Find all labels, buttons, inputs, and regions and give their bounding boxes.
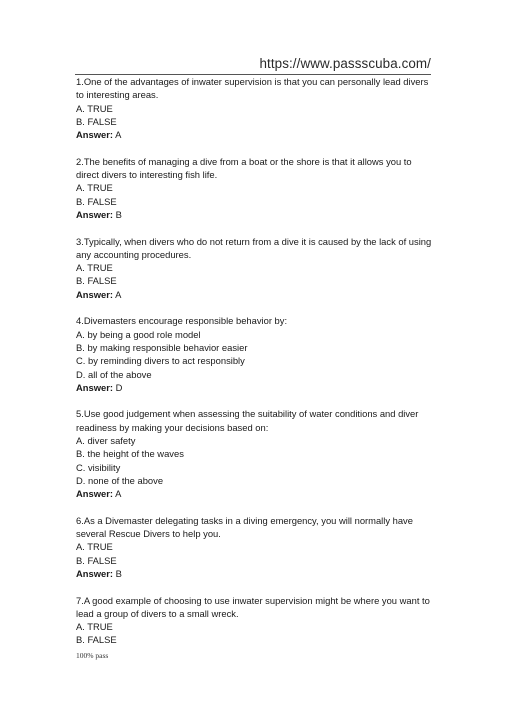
answer-label: Answer: (76, 208, 113, 220)
question-6 (76, 514, 432, 580)
option-b: B. FALSE (76, 634, 117, 646)
answer-line (76, 567, 432, 580)
option-b: B. the height of the waves (76, 448, 184, 460)
option-a: A. by being a good role model (76, 328, 201, 340)
question-7 (76, 594, 432, 647)
answer-label: Answer: (76, 129, 113, 141)
answer-label: Answer: (76, 488, 113, 500)
answer-label: Answer: (76, 567, 113, 579)
answer-value: A (115, 288, 122, 300)
answer-line (76, 487, 432, 500)
question-3 (76, 235, 432, 301)
question-text: 1.One of the advantages of inwater supervision is that you can personally lead divers to interesting areas. (76, 76, 429, 101)
answer-value: A (115, 129, 122, 141)
option-d: D. none of the above (76, 474, 164, 486)
option-c: C. by reminding divers to act responsibly (76, 355, 245, 367)
option-a: A. diver safety (76, 435, 136, 447)
option-b: B. FALSE (76, 275, 117, 287)
option-a: A. TRUE (76, 262, 113, 274)
question-text: 4.Divemasters encourage responsible behavior by: (76, 315, 288, 327)
question-text: 5.Use good judgement when assessing the suitability of water conditions and diver readiness by making your decisions based on: (76, 408, 419, 433)
option-a: A. TRUE (76, 621, 113, 633)
question-text: 6.As a Divemaster delegating tasks in a diving emergency, you will normally have several Rescue Divers to help you. (76, 514, 413, 540)
option-b: B. by making responsible behavior easier (76, 341, 248, 353)
answer-value: A (115, 488, 122, 500)
answer-value: B (115, 567, 122, 579)
answer-line (76, 288, 432, 301)
answer-line (76, 381, 432, 394)
option-a: A. TRUE (76, 182, 113, 194)
header-url: https://www.passscuba.com/ (259, 56, 431, 71)
option-c: C. visibility (76, 461, 121, 473)
answer-label: Answer: (76, 288, 113, 300)
footer-text: 100% pass (76, 651, 109, 660)
option-b: B. FALSE (76, 554, 117, 566)
option-b: B. FALSE (76, 195, 117, 207)
question-2 (76, 155, 432, 221)
answer-label: Answer: (76, 381, 113, 393)
question-text: 2.The benefits of managing a dive from a boat or the shore is that it allows you to direct divers to interesting fish life. (76, 155, 412, 181)
answer-value: D (115, 381, 123, 393)
question-5 (76, 407, 432, 500)
question-text: 7.A good example of choosing to use inwater supervision might be where you want to lead a group of divers to a small wreck. (76, 594, 430, 619)
question-list (76, 75, 432, 660)
question-text: 3.Typically, when divers who do not return from a dive it is caused by the lack of using any accounting procedures. (76, 235, 432, 260)
answer-value: B (115, 208, 122, 220)
answer-line (76, 208, 432, 221)
option-a: A. TRUE (76, 541, 113, 553)
option-b: B. FALSE (76, 115, 117, 127)
question-1 (76, 75, 432, 141)
option-d: D. all of the above (76, 368, 152, 380)
option-a: A. TRUE (76, 102, 113, 114)
question-4 (76, 314, 432, 394)
answer-line (76, 128, 432, 141)
